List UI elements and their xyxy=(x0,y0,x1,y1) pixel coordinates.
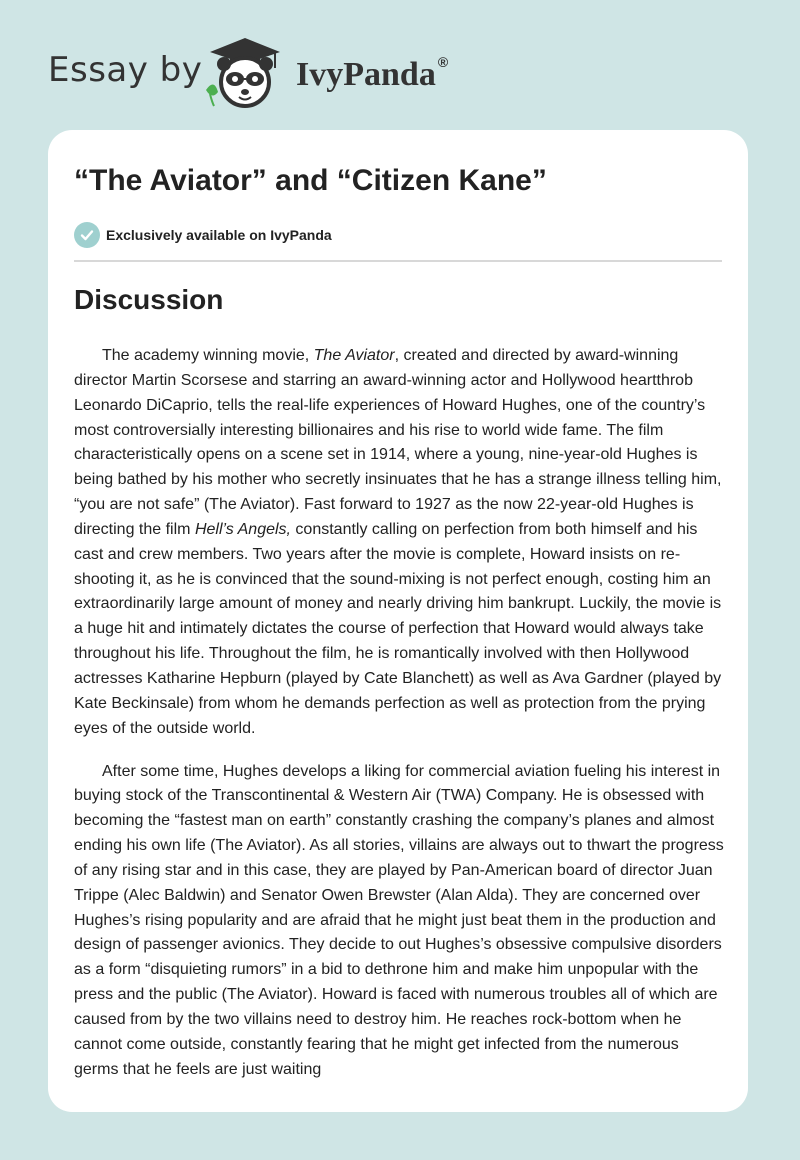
panda-graduate-logo-icon[interactable] xyxy=(200,34,290,110)
paragraph-text: After some time, Hughes develops a liking for commercial aviation fueling his interest in buying stock of the Transcontinental & Western Air (TWA) Company. He is obsessed with becoming the “fastest man on earth” constantly crashing the company’s planes and almost ending his own life (The Aviator). As all stories, villains are always out to thwart the progress of any rising star and in this case, they are played by Pan-American board of director Juan Trippe (Alec Baldwin) and Senator Owen Brewster (Alan Alda). They are concerned over Hughes’s rising popularity and are afraid that he might just beat them in the production and design of passenger avionics. They decide to out Hughes’s obsessive compulsive disorders as a form “disquieting rumors” in a bid to dethrone him and make him unpopular with the press and the public (The Aviator). Howard is faced with numerous troubles all of which are caused from by the two villains need to destroy him. He reaches rock-bottom when he cannot come outside, constantly fearing that he might get infected from the numerous germs that he feels are just waiting xyxy=(74,762,724,1078)
paragraph-text: constantly calling on perfection from both himself and his cast and crew members. Two years after the movie is complete, Howard insists on re-shooting it, as he is convinced that the sound-mixing is not perfect enough, costing him an extraordinarily large amount of money and nearly driving him bankrupt. Luckily, the movie is a huge hit and intimately dictates the course of perfection that Howard would always take throughout his life. Throughout the film, he is romantically involved with then Hollywood actresses Katharine Hepburn (played by Cate Blanchett) as well as Ava Gardner (played by Kate Beckinsale) from whom he demands perfection as well as protection from the prying eyes of the outside world. xyxy=(74,520,722,737)
film-title-italic: Hell’s Angels, xyxy=(194,520,291,538)
paragraph xyxy=(74,344,726,742)
essay-title: “The Aviator” and “Citizen Kane” xyxy=(74,164,547,197)
essay-by-label: Essay by xyxy=(48,50,203,90)
film-title-italic: The Aviator xyxy=(313,347,395,364)
site-header xyxy=(0,0,800,130)
exclusive-badge-text: Exclusively available on IvyPanda xyxy=(106,227,332,243)
paragraph xyxy=(74,760,726,1083)
section-heading: Discussion xyxy=(74,284,224,315)
registered-mark: ® xyxy=(437,54,449,70)
essay-card xyxy=(48,130,748,1112)
essay-body xyxy=(74,344,726,1100)
brand-name-text: IvyPanda xyxy=(296,56,436,93)
exclusive-badge xyxy=(74,222,332,248)
paragraph-text: , created and directed by award-winning director Martin Scorsese and starring an award-winning actor and Hollywood heartthrob Leonardo DiCaprio, tells the real-life experiences of Howard Hughes, one of the country’s most controversially interesting billionaires and his rise to world wide fame. The film characteristically opens on a scene set in 1914, where a young, nine-year-old Hughes is being bathed by his mother who secretly insinuates that he has a strange illness telling him, “you are not safe” (The Aviator). Fast forward to 1927 as the now 22-year-old Hughes is directing the film xyxy=(74,347,722,538)
paragraph-text: The academy winning movie, xyxy=(102,347,314,364)
divider xyxy=(74,260,722,262)
brand-name[interactable] xyxy=(296,54,448,94)
checkmark-icon xyxy=(74,222,100,248)
